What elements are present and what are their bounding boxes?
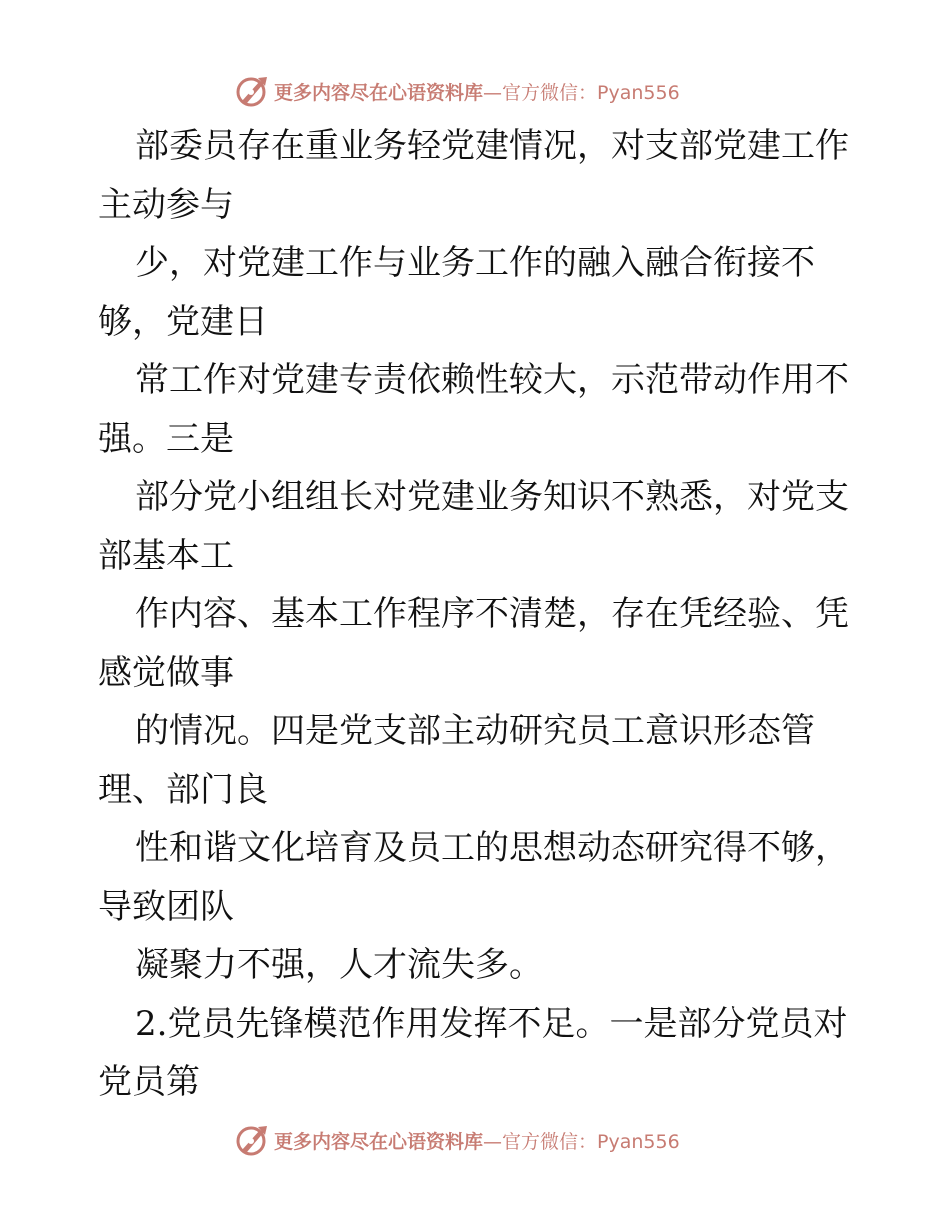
text-line: 导致团队 xyxy=(98,886,234,927)
text-line: 理、部门良 xyxy=(98,769,268,810)
text-line: 主动参与 xyxy=(98,184,234,225)
watermark-main-text: 更多内容尽在心语资料库 xyxy=(274,81,484,104)
text-line: 性和谐文化培育及员工的思想动态研究得不够， xyxy=(135,828,849,868)
text-line: 少，对党建工作与业务工作的融入融合衔接不 xyxy=(135,243,815,283)
text-line: 凝聚力不强，人才流失多。 xyxy=(135,945,543,985)
text-line: 够，党建日 xyxy=(98,301,268,342)
text-line: 党员第 xyxy=(98,1062,200,1102)
text-line: 感觉做事 xyxy=(98,652,234,693)
watermark-sub-text: —官方微信：Pyan556 xyxy=(483,81,680,104)
text-line: 部基本工 xyxy=(98,535,234,576)
text-line: 部分党小组组长对党建业务知识不熟悉，对党支 xyxy=(135,477,849,517)
text-line: 的情况。四是党支部主动研究员工意识形态管 xyxy=(135,711,815,751)
text-line: 强。三是 xyxy=(98,418,234,459)
body-text xyxy=(98,117,858,1112)
header-watermark xyxy=(234,72,680,110)
quill-logo-icon xyxy=(234,73,270,109)
text-line: 2.党员先锋模范作用发挥不足。一是部分党员对 xyxy=(135,1003,848,1044)
watermark-sub-text: —官方微信：Pyan556 xyxy=(483,1130,680,1153)
text-line: 部委员存在重业务轻党建情况，对支部党建工作 xyxy=(135,126,849,166)
text-line: 常工作对党建专责依赖性较大，示范带动作用不 xyxy=(135,360,849,400)
footer-watermark xyxy=(234,1121,680,1159)
text-line: 作内容、基本工作程序不清楚，存在凭经验、凭 xyxy=(135,594,849,634)
quill-logo-icon xyxy=(234,1122,270,1158)
watermark-main-text: 更多内容尽在心语资料库 xyxy=(274,1130,484,1153)
